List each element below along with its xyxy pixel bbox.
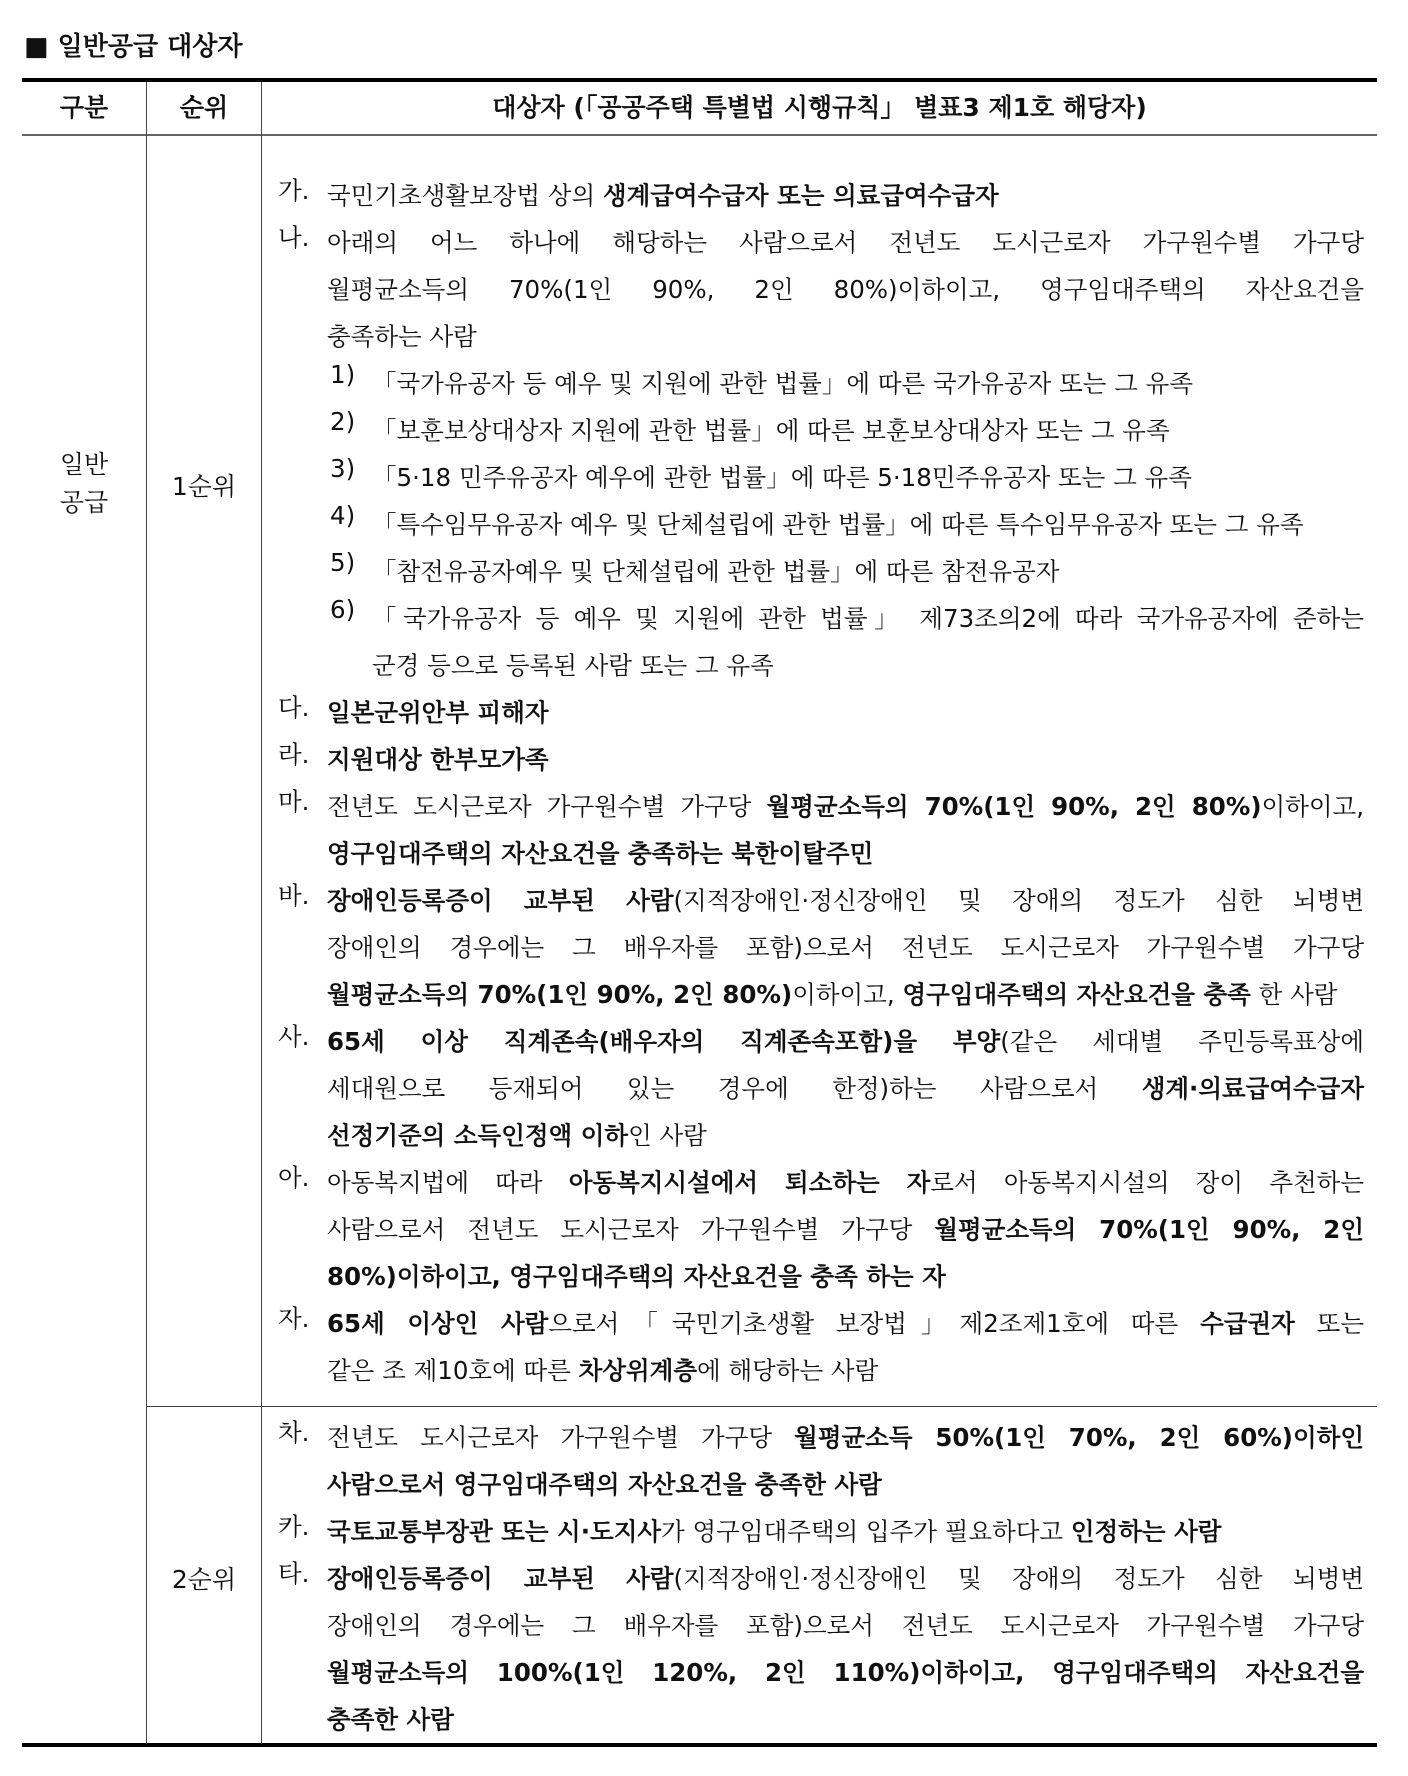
item-line [327, 1253, 1364, 1300]
item-text: (지적장애인·정신장애인 및 장애의 정도가 심한 뇌병변 [673, 1564, 1364, 1593]
item-text: 아래의 어느 하나에 해당하는 사람으로서 전년도 도시근로자 가구원수별 가구당 [327, 228, 1364, 257]
sub-list-item [278, 501, 1364, 548]
item-line [327, 877, 1364, 924]
item-marker: 차. [278, 1418, 310, 1447]
item-line [327, 1555, 1364, 1602]
emphasized-text: 아동복지시설에서 퇴소하는 자 [568, 1168, 931, 1197]
item-line [372, 360, 1364, 407]
list-item [278, 1555, 1364, 1743]
item-text: 「5·18 민주유공자 예우에 관한 법률」에 따른 5·18민주유공자 또는 그 유족 [372, 463, 1192, 492]
item-marker: 사. [278, 1022, 310, 1051]
item-line [372, 501, 1364, 548]
item-text: 이하이고, [1261, 792, 1364, 821]
item-marker: 가. [278, 176, 310, 205]
item-text: 사람으로서 전년도 도시근로자 가구원수별 가구당 [327, 1215, 935, 1244]
header-target: 대상자 (「공공주택 특별법 시행규칙」 별표3 제1호 해당자) [492, 93, 1147, 122]
column-divider [146, 82, 147, 1744]
item-line [327, 1065, 1364, 1112]
item-text: 충족하는 사람 [327, 322, 477, 351]
item-line [327, 1347, 1364, 1394]
list-item [278, 1508, 1364, 1555]
emphasized-text: 생계급여수급자 또는 의료급여수급자 [602, 181, 999, 210]
item-text: 「국가유공자 등 예우 및 지원에 관한 법률」에 따른 국가유공자 또는 그 유족 [372, 369, 1194, 398]
emphasized-text: 선정기준의 소득인정액 이하 [327, 1121, 629, 1150]
item-text: 같은 조 제10호에 따른 [327, 1356, 579, 1385]
item-line [327, 172, 1364, 219]
rank-label-1: 1순위 [171, 472, 237, 501]
item-line [327, 971, 1364, 1018]
item-text: 「참전유공자예우 및 단체설립에 관한 법률」에 따른 참전유공자 [372, 557, 1060, 586]
header-category: 구분 [59, 93, 109, 122]
category-label-line: 공급 [59, 488, 109, 517]
item-line [327, 1112, 1364, 1159]
emphasized-text: 영구임대주택의 자산요건을 충족하는 북한이탈주민 [327, 839, 874, 868]
item-marker: 자. [278, 1304, 310, 1333]
item-marker: 타. [278, 1559, 310, 1588]
item-text: 로서 아동복지시설의 장이 추천하는 [930, 1168, 1364, 1197]
rank-label-2: 2순위 [171, 1565, 237, 1594]
sub-list-item [278, 548, 1364, 595]
item-text: (지적장애인·정신장애인 및 장애의 정도가 심한 뇌병변 [673, 886, 1364, 915]
column-divider [261, 82, 262, 1744]
emphasized-text: 월평균소득의 70%(1인 90%, 2인 80%) [327, 980, 793, 1009]
list-item [278, 689, 1364, 736]
item-line [372, 407, 1364, 454]
category-label [22, 446, 146, 522]
item-line [372, 548, 1364, 595]
list-item [278, 1159, 1364, 1300]
item-text: 월평균소득의 70%(1인 90%, 2인 80%)이하이고, 영구임대주택의 자산요건을 [327, 275, 1364, 304]
item-line [327, 783, 1364, 830]
emphasized-text: 수급권자 [1200, 1309, 1295, 1338]
table-bottom-border [22, 1743, 1377, 1747]
emphasized-text: 사람으로서 영구임대주택의 자산요건을 충족한 사람 [327, 1470, 882, 1499]
item-text: 전년도 도시근로자 가구원수별 가구당 [327, 1423, 795, 1452]
item-text: 한 사람 [1250, 980, 1338, 1009]
item-marker: 2) [330, 407, 356, 436]
list-item [278, 1018, 1364, 1159]
list-item [278, 1300, 1364, 1394]
rank-1-targets [278, 172, 1364, 1394]
emphasized-text: 80%)이하이고, 영구임대주택의 자산요건을 충족 하는 자 [327, 1262, 946, 1291]
item-text: 「특수임무유공자 예우 및 단체설립에 관한 법률」에 따른 특수임무유공자 또는 그 유족 [372, 510, 1304, 539]
emphasized-text: 충족한 사람 [327, 1705, 454, 1734]
item-line [372, 642, 1364, 689]
item-text: 장애인의 경우에는 그 배우자를 포함)으로서 전년도 도시근로자 가구원수별 가구당 [327, 1611, 1364, 1640]
item-marker: 바. [278, 881, 310, 910]
list-item [278, 219, 1364, 360]
item-text: 인 사람 [628, 1121, 707, 1150]
item-line [327, 1018, 1364, 1065]
item-text: 군경 등으로 등록된 사람 또는 그 유족 [372, 651, 774, 680]
item-line [327, 1461, 1364, 1508]
item-marker: 4) [330, 501, 356, 530]
emphasized-text: 월평균소득의 70%(1인 90%, 2인 [934, 1215, 1364, 1244]
item-text: 「국가유공자 등 예우 및 지원에 관한 법률」 제73조의2에 따라 국가유공자에 준하는 [372, 604, 1364, 633]
emphasized-text: 월평균소득의 100%(1인 120%, 2인 110%)이하이고, 영구임대주택의 자산요건을 [327, 1658, 1364, 1687]
item-text: 세대원으로 등재되어 있는 경우에 한정)하는 사람으로서 [327, 1074, 1142, 1103]
item-text: 에 해당하는 사람 [697, 1356, 879, 1385]
category-label-line: 일반 [59, 450, 109, 479]
item-line [327, 1206, 1364, 1253]
item-line [327, 313, 1364, 360]
emphasized-text: 월평균소득 50%(1인 70%, 2인 60%)이하인 [794, 1423, 1364, 1452]
sub-list-item [278, 595, 1364, 689]
item-line [327, 1649, 1364, 1696]
emphasized-text: 차상위계층 [578, 1356, 698, 1385]
item-line [327, 830, 1364, 877]
item-text: 가 영구임대주택의 입주가 필요하다고 [661, 1517, 1071, 1546]
emphasized-text: 장애인등록증이 교부된 사람 [327, 1564, 674, 1593]
item-line [327, 219, 1364, 266]
item-text: 장애인의 경우에는 그 배우자를 포함)으로서 전년도 도시근로자 가구원수별 가구당 [327, 933, 1364, 962]
item-marker: 3) [330, 454, 356, 483]
emphasized-text: 인정하는 사람 [1070, 1517, 1222, 1546]
item-line [327, 1602, 1364, 1649]
list-item [278, 783, 1364, 877]
emphasized-text: 국토교통부장관 또는 시·도지사 [327, 1517, 662, 1546]
item-line [327, 689, 1364, 736]
list-item [278, 736, 1364, 783]
emphasized-text: 일본군위안부 피해자 [327, 698, 549, 727]
emphasized-text: 지원대상 한부모가족 [327, 745, 549, 774]
rank-divider [146, 1406, 1377, 1407]
item-line [327, 1159, 1364, 1206]
sub-list-item [278, 407, 1364, 454]
item-line [327, 1414, 1364, 1461]
item-text: 으로서「국민기초생활 보장법」제2조제1호에 따른 [548, 1309, 1201, 1338]
item-text: 아동복지법에 따라 [327, 1168, 569, 1197]
item-marker: 다. [278, 693, 310, 722]
item-line [327, 266, 1364, 313]
item-text: (같은 세대별 주민등록표상에 [1000, 1027, 1364, 1056]
item-text: 또는 [1294, 1309, 1365, 1338]
item-text: 국민기초생활보장법 상의 [327, 181, 603, 210]
item-line [327, 1508, 1364, 1555]
sub-list-item [278, 454, 1364, 501]
list-item [278, 877, 1364, 1018]
item-line [327, 1300, 1364, 1347]
item-marker: 라. [278, 740, 310, 769]
item-line [372, 454, 1364, 501]
item-text: 「보훈보상대상자 지원에 관한 법률」에 따른 보훈보상대상자 또는 그 유족 [372, 416, 1170, 445]
emphasized-text: 65세 이상 직계존속(배우자의 직계존속포함)을 부양 [327, 1027, 1001, 1056]
emphasized-text: 월평균소득의 70%(1인 90%, 2인 80%) [766, 792, 1262, 821]
rank-2-targets [278, 1414, 1364, 1743]
item-marker: 5) [330, 548, 356, 577]
item-line [327, 736, 1364, 783]
item-text: 전년도 도시근로자 가구원수별 가구당 [327, 792, 767, 821]
item-marker: 마. [278, 787, 310, 816]
header-rank: 순위 [179, 93, 229, 122]
section-title: ■ 일반공급 대상자 [24, 32, 243, 62]
list-item [278, 1414, 1364, 1508]
header-bottom-border [22, 134, 1377, 136]
item-text: 이하이고, [792, 980, 903, 1009]
emphasized-text: 65세 이상인 사람 [327, 1309, 549, 1338]
item-marker: 6) [330, 595, 356, 624]
sub-list-item [278, 360, 1364, 407]
emphasized-text: 장애인등록증이 교부된 사람 [327, 886, 674, 915]
item-line [327, 1696, 1364, 1743]
item-marker: 1) [330, 360, 356, 389]
item-line [327, 924, 1364, 971]
item-marker: 나. [278, 223, 310, 252]
item-line [372, 595, 1364, 642]
emphasized-text: 영구임대주택의 자산요건을 충족 [902, 980, 1251, 1009]
item-marker: 아. [278, 1163, 310, 1192]
emphasized-text: 생계·의료급여수급자 [1141, 1074, 1364, 1103]
list-item [278, 172, 1364, 219]
item-marker: 카. [278, 1512, 310, 1541]
